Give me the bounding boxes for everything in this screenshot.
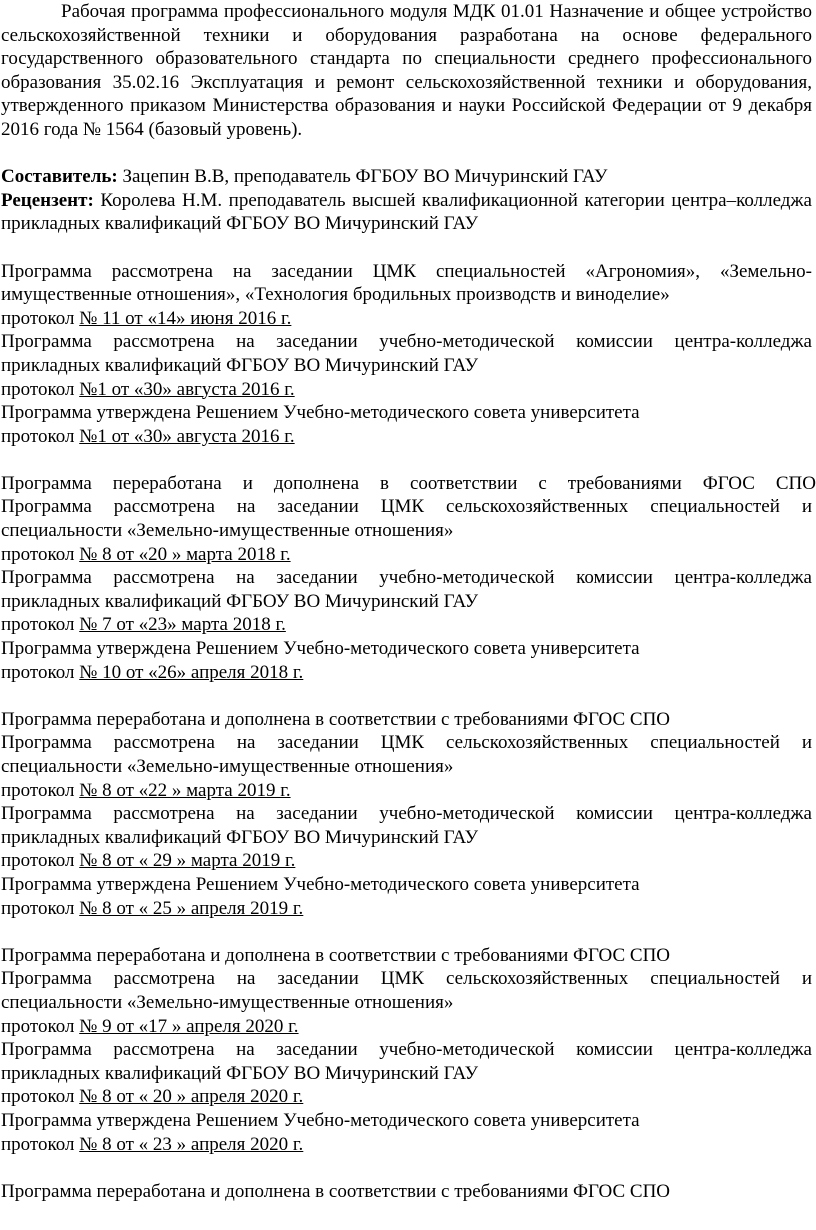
protocol-number: № 11 от «14» июня 2016 г. xyxy=(79,307,292,329)
umk-protocol-line xyxy=(1,378,816,402)
protocol-number: № 8 от «22 » марта 2019 г. xyxy=(79,779,291,801)
protocol-prefix: протокол xyxy=(1,614,80,636)
protocol-number: № 8 от «20 » марта 2018 г. xyxy=(79,543,291,565)
approval-block-2021 xyxy=(1,1180,816,1204)
approval-block-2020 xyxy=(1,944,816,1156)
approval-protocol-line xyxy=(1,661,816,685)
umk-review-text: Программа рассмотрена на заседании учебно-методической комиссии центра-колледжа прикладных квалификаций ФГБОУ ВО Мичуринский ГАУ xyxy=(1,1039,812,1084)
protocol-prefix: протокол xyxy=(1,1015,80,1037)
approval-protocol-line xyxy=(1,897,816,921)
cmk-review-text: Программа рассмотрена на заседании ЦМК специальностей «Агрономия», «Земельно-имущественные отношения», «Технология бродильных производств и виноделие» xyxy=(1,260,812,306)
protocol-number: №1 от «30» августа 2016 г. xyxy=(79,378,295,400)
compiler-line xyxy=(1,165,816,189)
protocol-prefix: протокол xyxy=(1,1086,80,1108)
cmk-protocol-line xyxy=(1,543,816,567)
protocol-number: № 7 от «23» марта 2018 г. xyxy=(79,614,286,636)
reviewer-text: Королева Н.М. преподаватель высшей квалификационной категории центра–колледжа прикладных квалификаций ФГБОУ ВО Мичуринский ГАУ xyxy=(1,189,812,235)
intro-paragraph: Рабочая программа профессионального модуля МДК 01.01 Назначение и общее устройство сельскохозяйственной техники и оборудования разработана на основе федерального государственного образовательного стандарта по специальности среднего профессионального образования 35.02.16 Эксплуатация и ремонт сельскохозяйственной техники и оборудования, утвержденного приказом Министерства образования и науки Российской Федерации от 9 декабря 2016 года № 1564 (базовый уровень). xyxy=(1,1,812,140)
cmk-review-text: Программа рассмотрена на заседании ЦМК сельскохозяйственных специальностей и специальности «Земельно-имущественные отношения» xyxy=(1,496,812,542)
umk-protocol-line xyxy=(1,849,816,873)
approval-protocol-line xyxy=(1,1133,816,1157)
spacer xyxy=(1,142,816,166)
protocol-prefix: протокол xyxy=(1,425,80,447)
cmk-review-text: Программа рассмотрена на заседании ЦМК сельскохозяйственных специальностей и специальности «Земельно-имущественные отношения» xyxy=(1,968,812,1013)
umk-review-text: Программа рассмотрена на заседании учебно-методической комиссии центра-колледжа прикладных квалификаций ФГБОУ ВО Мичуринский ГАУ xyxy=(1,803,812,848)
protocol-prefix: протокол xyxy=(1,850,80,872)
revision-text: Программа переработана и дополнена в соответствии с требованиями ФГОС СПО xyxy=(1,1180,671,1202)
protocol-number: № 8 от « 20 » апреля 2020 г. xyxy=(79,1086,304,1108)
protocol-number: №1 от «30» августа 2016 г. xyxy=(79,425,295,447)
umk-review-text: Программа рассмотрена на заседании учебно-методической комиссии центра-колледжа прикладных квалификаций ФГБОУ ВО Мичуринский ГАУ xyxy=(1,567,812,612)
reviewer-line xyxy=(1,189,816,236)
umk-protocol-line xyxy=(1,613,816,637)
approval-text: Программа утверждена Решением Учебно-методического совета университета xyxy=(1,1109,640,1131)
approval-block-2019 xyxy=(1,708,816,920)
approval-text: Программа утверждена Решением Учебно-методического совета университета xyxy=(1,638,640,660)
approval-text: Программа утверждена Решением Учебно-методического совета университета xyxy=(1,873,640,895)
approval-text: Программа утверждена Решением Учебно-методического совета университета xyxy=(1,402,640,424)
protocol-prefix: протокол xyxy=(1,661,80,683)
protocol-number: № 9 от «17 » апреля 2020 г. xyxy=(79,1015,299,1037)
approval-block-2016 xyxy=(1,260,816,449)
spacer xyxy=(1,1156,816,1180)
cmk-protocol-line xyxy=(1,307,816,331)
revision-text: Программа переработана и дополнена в соответствии с требованиями ФГОС СПО xyxy=(1,708,671,730)
cmk-protocol-line xyxy=(1,779,816,803)
umk-protocol-line xyxy=(1,1085,816,1109)
cmk-review-text: Программа рассмотрена на заседании ЦМК сельскохозяйственных специальностей и специальности «Земельно-имущественные отношения» xyxy=(1,732,812,777)
cmk-protocol-line xyxy=(1,1015,816,1039)
protocol-prefix: протокол xyxy=(1,378,80,400)
protocol-number: № 8 от « 25 » апреля 2019 г. xyxy=(79,897,304,919)
protocol-prefix: протокол xyxy=(1,307,80,329)
protocol-prefix: протокол xyxy=(1,543,80,565)
reviewer-label: Рецензент: xyxy=(1,189,94,211)
protocol-prefix: протокол xyxy=(1,897,80,919)
spacer xyxy=(1,684,816,708)
compiler-label: Составитель: xyxy=(1,166,118,188)
protocol-prefix: протокол xyxy=(1,779,80,801)
approval-block-2018 xyxy=(1,472,816,684)
protocol-number: № 8 от « 29 » марта 2019 г. xyxy=(79,850,296,872)
protocol-prefix: протокол xyxy=(1,1133,80,1155)
protocol-number: № 8 от « 23 » апреля 2020 г. xyxy=(79,1133,304,1155)
spacer xyxy=(1,920,816,944)
umk-review-text: Программа рассмотрена на заседании учебно-методической комиссии центра-колледжа прикладных квалификаций ФГБОУ ВО Мичуринский ГАУ xyxy=(1,331,812,376)
revision-text: Программа переработана и дополнена в соответствии с требованиями ФГОС СПО xyxy=(1,944,671,966)
spacer xyxy=(1,448,816,472)
approval-protocol-line xyxy=(1,425,816,449)
protocol-number: № 10 от «26» апреля 2018 г. xyxy=(79,661,304,683)
revision-text: Программа переработана и дополнена в соответствии с требованиями ФГОС СПО xyxy=(1,472,816,494)
spacer xyxy=(1,236,816,260)
compiler-text: Зацепин В.В, преподаватель ФГБОУ ВО Мичуринский ГАУ xyxy=(117,166,608,188)
